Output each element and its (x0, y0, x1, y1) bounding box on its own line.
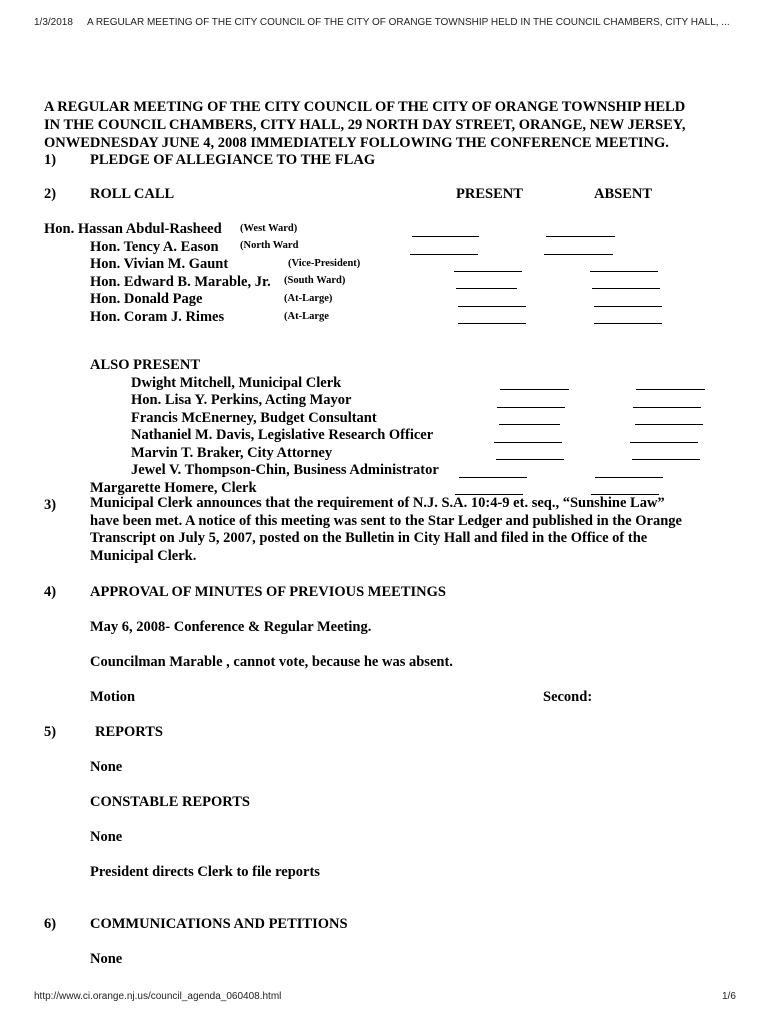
absent-line (590, 271, 658, 272)
item-6-number: 6) (44, 916, 57, 932)
attendee-name: Dwight Mitchell, Municipal Clerk (131, 375, 342, 391)
second-label: Second: (543, 689, 593, 705)
council-member-role: (At-Large (284, 311, 329, 322)
present-line (496, 459, 564, 460)
present-line (410, 254, 478, 255)
paragraph-line: Transcript on July 5, 2007, posted on the Bulletin in City Hall and filed in the Office of the (90, 530, 648, 546)
council-member-name: Hon. Edward B. Marable, Jr. (90, 274, 271, 290)
item-4-heading: APPROVAL OF MINUTES OF PREVIOUS MEETINGS (90, 584, 446, 600)
item-2-heading: ROLL CALL (90, 186, 175, 202)
attendee-name: Hon. Lisa Y. Perkins, Acting Mayor (131, 392, 352, 408)
present-line (500, 389, 569, 390)
motion-label: Motion (90, 689, 136, 705)
absent-line (595, 477, 663, 478)
absent-line (630, 442, 698, 443)
constable-none: None (90, 829, 123, 845)
present-line (494, 442, 562, 443)
clerk-name: Margarette Homere, Clerk (90, 480, 257, 496)
absent-column-header: ABSENT (594, 186, 653, 202)
minutes-meeting: May 6, 2008- Conference & Regular Meeting. (90, 619, 372, 635)
paragraph-line: have been met. A notice of this meeting was sent to the Star Ledger and published in the Orange (90, 512, 682, 529)
title-line: ONWEDNESDAY JUNE 4, 2008 IMMEDIATELY FOLLOWING THE CONFERENCE MEETING. (44, 135, 669, 151)
print-footer-url: http://www.ci.orange.nj.us/council_agenda_060408.html (34, 991, 282, 1002)
document-title (44, 98, 744, 152)
absent-line (635, 424, 703, 425)
present-line (458, 306, 526, 307)
item-2-number: 2) (44, 186, 57, 202)
print-header (34, 17, 740, 28)
attendee-name: Francis McEnerney, Budget Consultant (131, 410, 377, 426)
council-member-name: Hon. Tency A. Eason (90, 239, 219, 255)
president-directs: President directs Clerk to file reports (90, 864, 320, 880)
print-page-number: 1/6 (722, 991, 736, 1002)
attendee-name: Nathaniel M. Davis, Legislative Research Officer (131, 427, 434, 443)
attendee-name: Jewel V. Thompson-Chin, Business Administrator (131, 462, 439, 478)
present-line (459, 477, 527, 478)
present-line (499, 424, 560, 425)
council-member-role: (At-Large) (284, 293, 333, 304)
council-member-role: (North Ward (240, 240, 299, 251)
item-3-number: 3) (44, 497, 57, 513)
present-column-header: PRESENT (456, 186, 523, 202)
item-1-heading: PLEDGE OF ALLEGIANCE TO THE FLAG (90, 152, 376, 168)
item-6-heading: COMMUNICATIONS AND PETITIONS (90, 916, 348, 932)
present-line (497, 407, 565, 408)
absent-line (546, 236, 615, 237)
item-1-number: 1) (44, 152, 57, 168)
present-line (454, 271, 522, 272)
absent-line (594, 306, 662, 307)
minutes-note: Councilman Marable , cannot vote, because he was absent. (90, 654, 453, 670)
item-3-paragraph (90, 495, 730, 565)
council-member-name: Hon. Coram J. Rimes (90, 309, 225, 325)
reports-none: None (90, 759, 123, 775)
council-member-name: Hon. Hassan Abdul-Rasheed (44, 221, 222, 237)
absent-line (544, 254, 613, 255)
absent-line (632, 459, 700, 460)
item-5-number: 5) (44, 724, 57, 740)
council-member-name: Hon. Donald Page (90, 291, 203, 307)
council-member-role: (West Ward) (240, 223, 298, 234)
absent-line (592, 288, 660, 289)
constable-reports-heading: CONSTABLE REPORTS (90, 794, 250, 810)
paragraph-line: Municipal Clerk. (90, 547, 197, 564)
council-member-role: (Vice-President) (288, 258, 361, 269)
absent-line (633, 407, 701, 408)
paragraph-line: Municipal Clerk announces that the requirement of N.J. S.A. 10:4-9 et. seq., “Sunshine Law” (90, 495, 665, 511)
council-member-name: Hon. Vivian M. Gaunt (90, 256, 229, 272)
print-date: 1/3/2018 (34, 17, 73, 28)
present-line (412, 236, 479, 237)
item-4-number: 4) (44, 584, 57, 600)
absent-line (636, 389, 705, 390)
attendee-name: Marvin T. Braker, City Attorney (131, 445, 333, 461)
communications-none: None (90, 951, 123, 967)
also-present-heading: ALSO PRESENT (90, 357, 200, 373)
present-line (458, 323, 526, 324)
council-member-role: (South Ward) (284, 275, 346, 286)
absent-line (594, 323, 662, 324)
title-line: IN THE COUNCIL CHAMBERS, CITY HALL, 29 NORTH DAY STREET, ORANGE, NEW JERSEY, (44, 117, 686, 133)
present-line (456, 288, 517, 289)
title-line: A REGULAR MEETING OF THE CITY COUNCIL OF THE CITY OF ORANGE TOWNSHIP HELD (44, 99, 686, 115)
item-5-heading: REPORTS (95, 724, 163, 740)
print-title: A REGULAR MEETING OF THE CITY COUNCIL OF THE CITY OF ORANGE TOWNSHIP HELD IN THE COUNCIL CHAMBERS, CITY HALL, ... (86, 17, 730, 28)
